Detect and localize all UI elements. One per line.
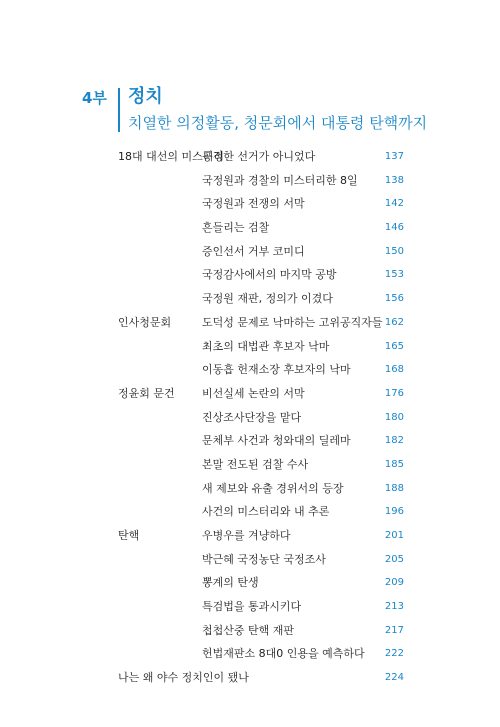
toc-chapter-title: 국정원과 경찰의 미스터리한 8일 [202, 173, 358, 187]
toc-chapter-title: 국정감사에서의 마지막 공방 [202, 268, 337, 282]
toc-chapter-title: 도덕성 문제로 낙마하는 고위공직자들 [202, 315, 383, 329]
toc-chapter-title: 뽕계의 탄생 [202, 576, 259, 590]
toc-row [0, 669, 500, 693]
toc-chapter-title: 사건의 미스터리와 내 추론 [202, 505, 330, 519]
table-of-contents [0, 148, 500, 693]
toc-chapter-title: 본말 전도된 검찰 수사 [202, 457, 309, 471]
toc-section-label: 인사청문회 [118, 315, 172, 329]
toc-row [0, 598, 500, 622]
toc-page-number: 196 [384, 506, 404, 518]
toc-page-number: 153 [384, 269, 404, 281]
toc-page-number: 146 [384, 222, 404, 234]
toc-page-number: 188 [384, 482, 404, 494]
toc-row [0, 290, 500, 314]
toc-row [0, 172, 500, 196]
toc-row [0, 219, 500, 243]
toc-row [0, 622, 500, 646]
toc-section-label: 정윤회 문건 [118, 386, 175, 400]
toc-chapter-title: 흔들리는 검찰 [202, 221, 270, 235]
toc-row [0, 527, 500, 551]
toc-page-number: 180 [384, 411, 404, 423]
toc-row [0, 243, 500, 267]
toc-row [0, 361, 500, 385]
toc-row [0, 266, 500, 290]
toc-chapter-title: 증인선서 거부 코미디 [202, 244, 305, 258]
toc-chapter-title: 헌법재판소 8대0 인용을 예측하다 [202, 647, 365, 661]
toc-row [0, 551, 500, 575]
toc-chapter-title: 진상조사단장을 맡다 [202, 410, 302, 424]
toc-page-number: 165 [384, 340, 404, 352]
toc-chapter-title: 첩첩산중 탄핵 재판 [202, 623, 295, 637]
toc-row [0, 338, 500, 362]
part-number: 4부 [82, 89, 107, 107]
toc-page-number: 168 [384, 364, 404, 376]
toc-chapter-title: 최초의 대법관 후보자 낙마 [202, 339, 330, 353]
toc-page-number: 150 [384, 245, 404, 257]
toc-page-number: 176 [384, 387, 404, 399]
toc-page-number: 142 [384, 198, 404, 210]
toc-page-number: 156 [384, 293, 404, 305]
toc-chapter-title: 국정원 재판, 정의가 이겼다 [202, 292, 333, 306]
part-subtitle: 치열한 의정활동, 청문회에서 대통령 탄핵까지 [128, 114, 428, 132]
toc-chapter-title: 우병우를 겨냥하다 [202, 529, 291, 542]
toc-row [0, 503, 500, 527]
toc-chapter-title: 특검법을 통과시키다 [202, 600, 302, 614]
toc-row [0, 645, 500, 669]
toc-page-number: 201 [384, 530, 404, 541]
toc-page-number: 224 [384, 672, 404, 684]
toc-row [0, 148, 500, 172]
toc-chapter-title: 비선실세 논란의 서막 [202, 386, 305, 400]
toc-page-number: 138 [384, 174, 404, 186]
toc-page-number: 222 [384, 648, 404, 660]
toc-page-number: 185 [384, 458, 404, 470]
toc-row [0, 409, 500, 433]
toc-section-label: 18대 대선의 미스터리 [118, 150, 224, 163]
toc-page-number: 182 [384, 435, 404, 447]
toc-chapter-title: 공정한 선거가 아니었다 [202, 150, 316, 163]
toc-page-number: 137 [384, 151, 404, 162]
toc-chapter-title: 박근혜 국정농단 국정조사 [202, 552, 326, 566]
toc-row [0, 456, 500, 480]
toc-row [0, 385, 500, 409]
toc-page-number: 209 [384, 577, 404, 589]
toc-row [0, 574, 500, 598]
toc-page-number: 205 [384, 553, 404, 565]
toc-page-number: 162 [384, 316, 404, 328]
toc-page-number: 213 [384, 601, 404, 613]
toc-row [0, 480, 500, 504]
toc-row [0, 314, 500, 338]
toc-chapter-title: 나는 왜 야수 정치인이 됐나 [118, 671, 249, 685]
toc-row [0, 195, 500, 219]
part-divider [118, 88, 120, 132]
toc-row [0, 432, 500, 456]
toc-chapter-title: 국정원과 전쟁의 서막 [202, 197, 305, 211]
toc-chapter-title: 새 제보와 유출 경위서의 등장 [202, 481, 344, 495]
toc-section-label: 탄핵 [118, 529, 140, 542]
toc-chapter-title: 이동흡 헌재소장 후보자의 낙마 [202, 363, 351, 377]
toc-page-number: 217 [384, 624, 404, 636]
part-title: 정치 [128, 86, 163, 107]
toc-chapter-title: 문체부 사건과 청와대의 딜레마 [202, 434, 351, 448]
